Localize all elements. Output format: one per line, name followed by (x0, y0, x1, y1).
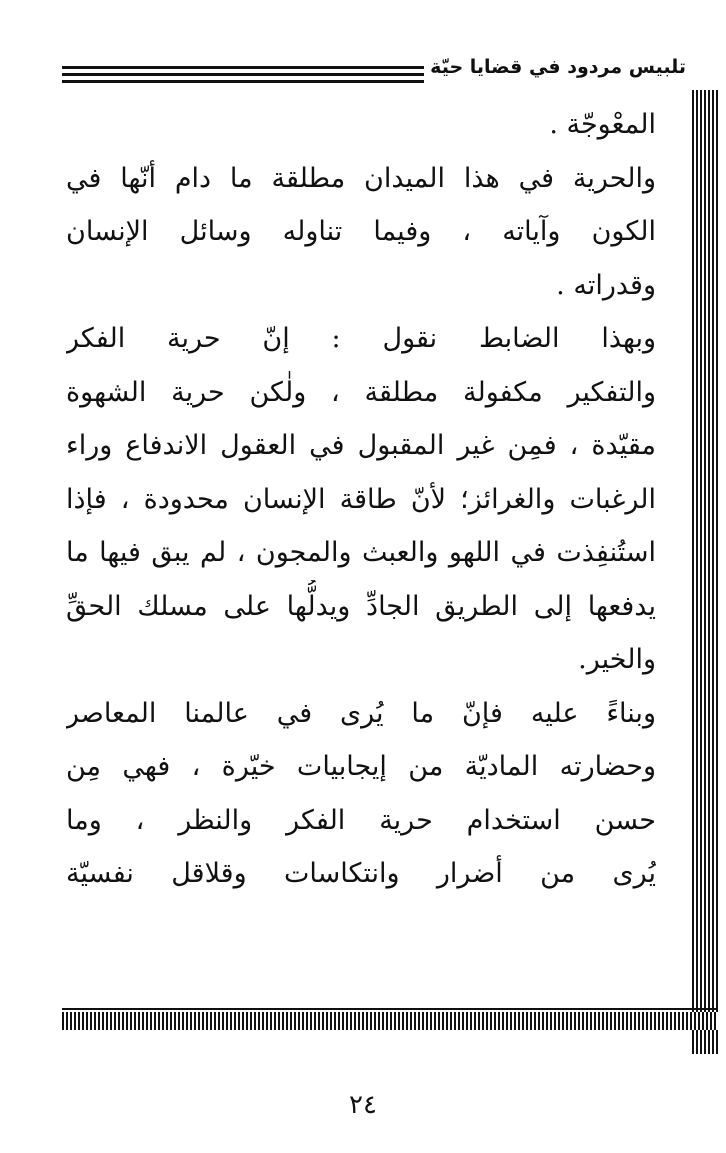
text-line: استُنفِذت في اللهو والعبث والمجون ، لم يبق فيها ما (66, 537, 656, 568)
footer-rule (62, 1008, 718, 1010)
text-line: والحرية في هذا الميدان مطلقة ما دام أنّها في (66, 162, 656, 194)
text-line: المعْوجّة . (549, 109, 656, 140)
text-line: وبهذا الضابط نقول : إنّ حرية الفكر (66, 323, 656, 354)
text-line: يُرى من أضرار وانتكاسات وقلاقل نفسيّة (66, 858, 656, 889)
text-line: وقدراته . (556, 269, 656, 301)
text-line: مقيّدة ، فمِن غير المقبول في العقول الاندفاع وراء (66, 430, 656, 461)
text-line: وبناءً عليه فإنّ ما يُرى في عالمنا المعاصر (66, 697, 656, 729)
body-text (66, 98, 656, 901)
text-line: وحضارته الماديّة من إيجابيات خيّرة ، فهي مِن (66, 751, 656, 782)
text-line: يدفعها إلى الطريق الجادِّ ويدلُّها على مسلك الحقِّ (66, 590, 656, 622)
text-line: الكون وآياته ، وفيما تناوله وسائل الإنسان (66, 216, 656, 247)
text-line: حسن استخدام حرية الفكر والنظر ، وما (66, 804, 656, 836)
header-rule (62, 66, 424, 69)
running-head-title: تلبيس مردود في قضايا حيّة (430, 56, 686, 78)
text-line: والتفكير مكفولة مطلقة ، ولٰكن حرية الشهوة (66, 376, 656, 408)
text-line: والخير. (578, 644, 656, 675)
text-line: الرغبات والغرائز؛ لأنّ طاقة الإنسان محدودة ، فإذا (66, 483, 656, 515)
header-rule (62, 73, 424, 76)
page-number: ٢٤ (349, 1090, 377, 1120)
header-rule (62, 80, 424, 83)
side-border-ornament (692, 90, 718, 1054)
footer-border-ornament (62, 1012, 718, 1030)
